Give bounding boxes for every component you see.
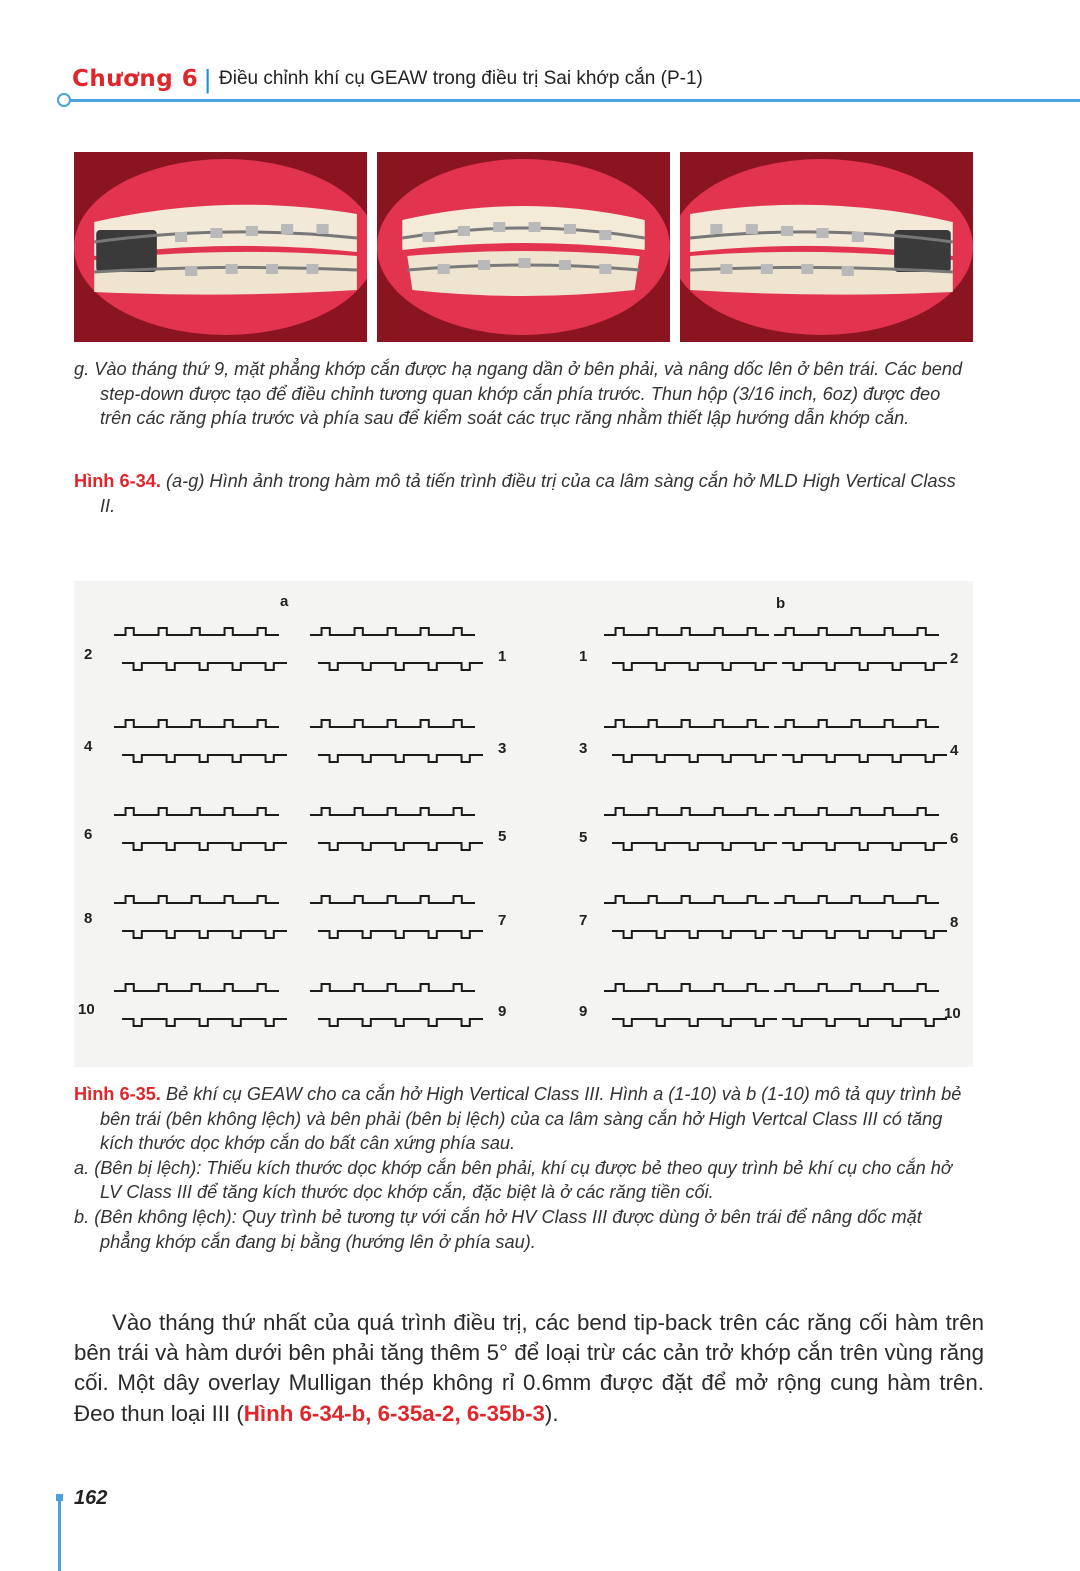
archwire-segment bbox=[604, 896, 769, 903]
archwire-segment bbox=[122, 1019, 287, 1026]
figure-6-35-item-a: a. (Bên bị lệch): Thiếu kích thước dọc khớp cắn bên phải, khí cụ được bẻ theo quy trình bẻ khí cụ cho cắn hở LV Class III để tăng kích thước dọc khớp cắn, đặc biệt là ở các răng tiền cối. bbox=[74, 1157, 952, 1203]
a-step-8: 8 bbox=[84, 910, 93, 927]
b-step-5: 5 bbox=[579, 829, 588, 846]
archwire-segment bbox=[774, 984, 939, 991]
archwire-segment bbox=[310, 896, 475, 903]
a-step-5: 5 bbox=[498, 828, 507, 845]
wire-bending-diagram bbox=[74, 581, 973, 1067]
archwire-segment bbox=[122, 931, 287, 938]
archwire-drawings bbox=[114, 628, 947, 1026]
body-text-end: ). bbox=[544, 1400, 559, 1426]
b-step-2: 2 bbox=[950, 650, 959, 667]
archwire-segment bbox=[782, 843, 947, 850]
a-step-2: 2 bbox=[84, 646, 93, 663]
b-step-4: 4 bbox=[950, 742, 959, 759]
page-number: 162 bbox=[74, 1487, 108, 1509]
b-step-8: 8 bbox=[950, 914, 959, 931]
archwire-segment bbox=[310, 720, 475, 727]
b-step-6: 6 bbox=[950, 830, 959, 847]
header-rule-dot bbox=[57, 93, 71, 107]
b-step-3: 3 bbox=[579, 740, 588, 757]
archwire-segment bbox=[318, 755, 483, 762]
archwire-segment bbox=[114, 896, 279, 903]
archwire-segment bbox=[612, 931, 777, 938]
archwire-segment bbox=[318, 931, 483, 938]
chapter-label: Chương 6 bbox=[72, 66, 199, 92]
figure-6-35-item-b: b. (Bên không lệch): Quy trình bẻ tương tự với cắn hở HV Class III được dùng ở bên trái để nâng dốc mặt phẳng khớp cắn đang bị bằng (hướng lên ở phía sau). bbox=[74, 1206, 922, 1252]
a-step-3: 3 bbox=[498, 740, 507, 757]
archwire-segment bbox=[310, 808, 475, 815]
figure-6-35-text: Bẻ khí cụ GEAW cho ca cắn hở High Vertical Class III. Hình a (1-10) và b (1-10) mô tả quy trình bẻ bên trái (bên không lệch) và bên phải (bên bị lệch) của ca lâm sàng cắn hở High Vertcal Class III có tăng kích thước dọc khớp cắn do bất cân xứng phía sau. bbox=[100, 1084, 962, 1154]
archwire-segment bbox=[774, 808, 939, 815]
archwire-segment bbox=[604, 720, 769, 727]
archwire-segment bbox=[318, 843, 483, 850]
a-step-7: 7 bbox=[498, 912, 507, 929]
archwire-segment bbox=[612, 843, 777, 850]
page-rule bbox=[58, 1500, 61, 1571]
archwire-segment bbox=[122, 663, 287, 670]
archwire-segment bbox=[774, 628, 939, 635]
figure-6-35-caption bbox=[74, 1082, 974, 1254]
b-step-7: 7 bbox=[579, 912, 588, 929]
archwire-segment bbox=[782, 931, 947, 938]
a-step-1: 1 bbox=[498, 648, 507, 665]
a-step-6: 6 bbox=[84, 826, 93, 843]
figure-6-35-label: Hình 6-35. bbox=[74, 1084, 161, 1104]
archwire-segment bbox=[310, 628, 475, 635]
archwire-segment bbox=[114, 628, 279, 635]
a-step-10: 10 bbox=[78, 1001, 95, 1018]
archwire-segment bbox=[122, 843, 287, 850]
intraoral-photo-strip bbox=[74, 152, 973, 342]
photo-caption bbox=[74, 357, 974, 431]
archwire-segment bbox=[604, 808, 769, 815]
b-step-10: 10 bbox=[944, 1005, 961, 1022]
archwire-segment bbox=[774, 720, 939, 727]
archwire-segment bbox=[612, 663, 777, 670]
b-step-9: 9 bbox=[579, 1003, 588, 1020]
body-text: Vào tháng thứ nhất của quá trình điều trị, các bend tip-back trên các răng cối hàm trên bên trái và hàm dưới bên phải tăng thêm 5° để loại trừ các cản trở khớp cắn trên vùng răng cối. Một dây overlay Mulligan thép không rỉ 0.6mm được đặt để mở rộng cung hàm trên. Đeo thun loại III ( bbox=[74, 1310, 984, 1426]
archwire-segment bbox=[612, 755, 777, 762]
panel-b-label: b bbox=[776, 595, 786, 612]
panel-a-label: a bbox=[280, 593, 289, 610]
figure-reference: Hình 6-34-b, 6-35a-2, 6-35b-3 bbox=[243, 1400, 545, 1426]
header-rule bbox=[66, 99, 1080, 102]
archwire-segment bbox=[612, 1019, 777, 1026]
figure-6-34-label: Hình 6-34. bbox=[74, 471, 161, 491]
archwire-segment bbox=[782, 663, 947, 670]
archwire-segment bbox=[782, 755, 947, 762]
figure-6-34-text: (a-g) Hình ảnh trong hàm mô tả tiến trình điều trị của ca lâm sàng cắn hở MLD High Vertical Class II. bbox=[100, 471, 956, 516]
archwire-segment bbox=[604, 628, 769, 635]
b-step-1: 1 bbox=[579, 648, 588, 665]
archwire-segment bbox=[774, 896, 939, 903]
intraoral-photo-left bbox=[680, 152, 973, 342]
archwire-segment bbox=[114, 984, 279, 991]
intraoral-photo-right bbox=[74, 152, 367, 342]
archwire-segment bbox=[318, 663, 483, 670]
figure-6-34-caption bbox=[74, 469, 974, 518]
archwire-segment bbox=[122, 755, 287, 762]
intraoral-photo-front bbox=[377, 152, 670, 342]
a-step-9: 9 bbox=[498, 1003, 507, 1020]
body-paragraph bbox=[74, 1308, 984, 1429]
a-step-4: 4 bbox=[84, 738, 93, 755]
chapter-header bbox=[72, 62, 703, 96]
archwire-segment bbox=[310, 984, 475, 991]
archwire-segment bbox=[782, 1019, 947, 1026]
archwire-segment bbox=[114, 720, 279, 727]
header-separator: | bbox=[204, 63, 212, 94]
archwire-segment bbox=[114, 808, 279, 815]
archwire-segment bbox=[318, 1019, 483, 1026]
archwire-segment bbox=[604, 984, 769, 991]
caption-g: g. Vào tháng thứ 9, mặt phẳng khớp cắn được hạ ngang dần ở bên phải, và nâng dốc lên ở bên trái. Các bend step-down được tạo để điều chỉnh tương quan khớp cắn phía trước. Thun hộp (3/16 inch, 6oz) được đeo trên các răng phía trước và phía sau để kiểm soát các trục răng nhằm thiết lập hướng dẫn khớp cắn. bbox=[74, 359, 963, 429]
chapter-title: Điều chỉnh khí cụ GEAW trong điều trị Sai khớp cắn (P-1) bbox=[219, 68, 703, 89]
